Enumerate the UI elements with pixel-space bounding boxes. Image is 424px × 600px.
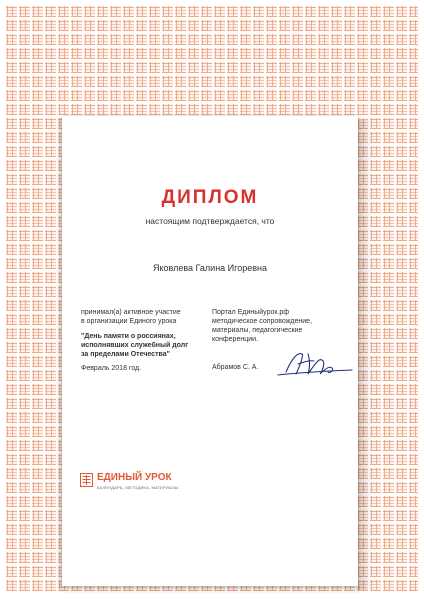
event-line: "День памяти о россиянах, — [81, 333, 176, 340]
logo-tagline: КАЛЕНДАРЬ, МЕТОДИКА, МАТЕРИАЛЫ — [97, 485, 179, 490]
handwritten-signature-icon — [274, 344, 354, 384]
participation-line: принимал(а) активное участие — [81, 309, 181, 316]
event-line: исполнявших служебный долг — [81, 342, 189, 349]
portal-line: Портал Единыйурок.рф — [212, 309, 290, 316]
document-grid-icon — [80, 473, 93, 487]
sheet-shadow-right — [358, 120, 372, 590]
participation-text — [81, 308, 221, 373]
portal-line: материалы, педагогические — [212, 327, 303, 334]
recipient-name: Яковлева Галина Игоревна — [152, 263, 268, 273]
event-name — [81, 332, 221, 359]
diploma-sheet — [62, 116, 358, 586]
sheet-shadow-bottom — [60, 586, 360, 594]
diploma-subtitle: настоящим подтверждается, что — [145, 216, 275, 226]
logo-name: ЕДИНЫЙ УРОК — [97, 472, 172, 483]
signer-name: Абрамов С. А. — [212, 364, 259, 371]
diploma-title: ДИПЛОМ — [161, 187, 259, 208]
portal-description — [212, 308, 352, 344]
logo — [80, 472, 210, 494]
participation-line: в организации Единого урока — [81, 318, 177, 325]
event-line: за пределами Отечества" — [81, 351, 170, 358]
issue-date: Февраль 2018 год. — [81, 365, 142, 372]
portal-line: методическое сопровождение, — [212, 318, 313, 325]
portal-line: конференции. — [212, 336, 258, 343]
